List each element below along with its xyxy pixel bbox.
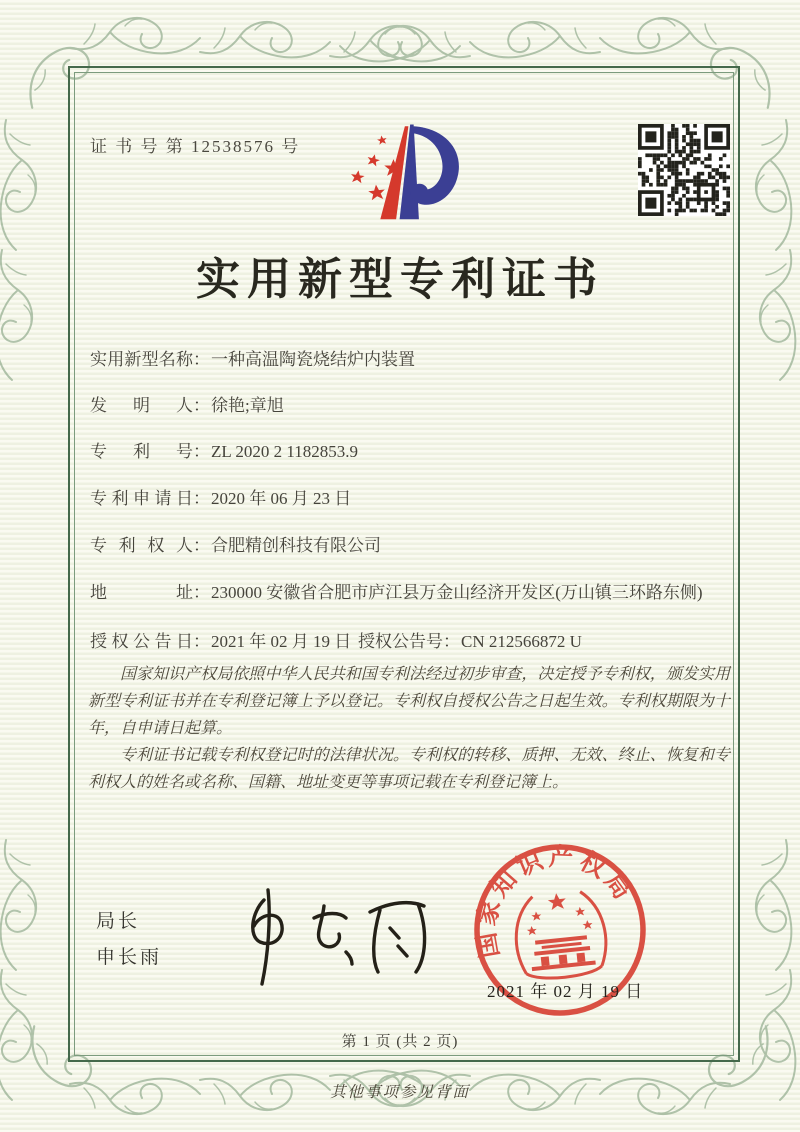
cnipa-logo-icon: [338, 114, 470, 228]
field-row-patent-number: 专利号：ZL 2020 2 1182853.9: [90, 439, 730, 465]
certificate-number: 证 书 号 第 12538576 号: [90, 137, 301, 156]
legal-paragraph-2: 专利证书记载专利权登记时的法律状况。专利权的转移、质押、无效、终止、恢复和专利权人的姓名或名称、国籍、地址变更等事项记载在专利登记簿上。: [88, 747, 730, 791]
field-label: 授权公告日: [90, 632, 193, 651]
certificate-title: 实用新型专利证书: [196, 255, 604, 304]
page-indicator: 第 1 页 (共 2 页): [341, 1034, 459, 1050]
legal-paragraph-1: 国家知识产权局依照中华人民共和国专利法经过初步审查，决定授予专利权，颁发实用新型专利证书并在专利登记簿上予以登记。专利权自授权公告之日起生效。专利权期限为十年，自申请日起算。: [88, 666, 730, 737]
field-label: 授权公告号: [358, 632, 443, 651]
handwritten-signature-icon: [218, 878, 433, 990]
field-row-name: 实用新型名称：一种高温陶瓷烧结炉内装置: [90, 347, 730, 373]
field-label: 地址: [90, 583, 193, 602]
field-value: 一种高温陶瓷烧结炉内装置: [211, 350, 415, 369]
field-row-filing-date: 专利申请日：2020 年 06 月 23 日: [90, 486, 730, 512]
field-value: 2021 年 02 月 19 日: [211, 632, 352, 651]
field-row-inventor: 发明人：徐艳;章旭: [90, 393, 730, 419]
seal-text: 国家知识产权局: [472, 843, 639, 960]
field-label: 专利申请日: [90, 489, 193, 508]
field-value: CN 212566872 U: [461, 632, 582, 651]
field-value: 230000 安徽省合肥市庐江县万金山经济开发区(万山镇三环路东侧): [211, 583, 703, 602]
field-row-grant-number: 授权公告号：CN 212566872 U: [358, 629, 582, 655]
field-value: 2020 年 06 月 23 日: [211, 489, 352, 508]
signer-title: 局长: [96, 911, 141, 932]
field-value: ZL 2020 2 1182853.9: [211, 442, 359, 461]
field-row-patentee: 专利权人：合肥精创科技有限公司: [90, 533, 730, 559]
field-label: 发明人: [90, 396, 193, 415]
field-value: 合肥精创科技有限公司: [211, 536, 381, 555]
legal-text: [88, 661, 730, 796]
field-row-grant-date: 授权公告日：2021 年 02 月 19 日 授权公告号：CN 212566872 U: [90, 629, 730, 655]
field-row-address: 地址：230000 安徽省合肥市庐江县万金山经济开发区(万山镇三环路东侧): [90, 580, 730, 606]
seal-date: 2021 年 02 月 19 日: [487, 982, 644, 1001]
field-value: 徐艳;章旭: [211, 396, 284, 415]
field-label: 实用新型名称: [90, 350, 193, 369]
signer-name: 申长雨: [96, 947, 163, 968]
back-note: 其他事项参见背面: [329, 1084, 470, 1101]
qr-code-icon: [638, 124, 730, 216]
field-label: 专利号: [90, 442, 193, 461]
field-label: 专利权人: [90, 536, 193, 555]
